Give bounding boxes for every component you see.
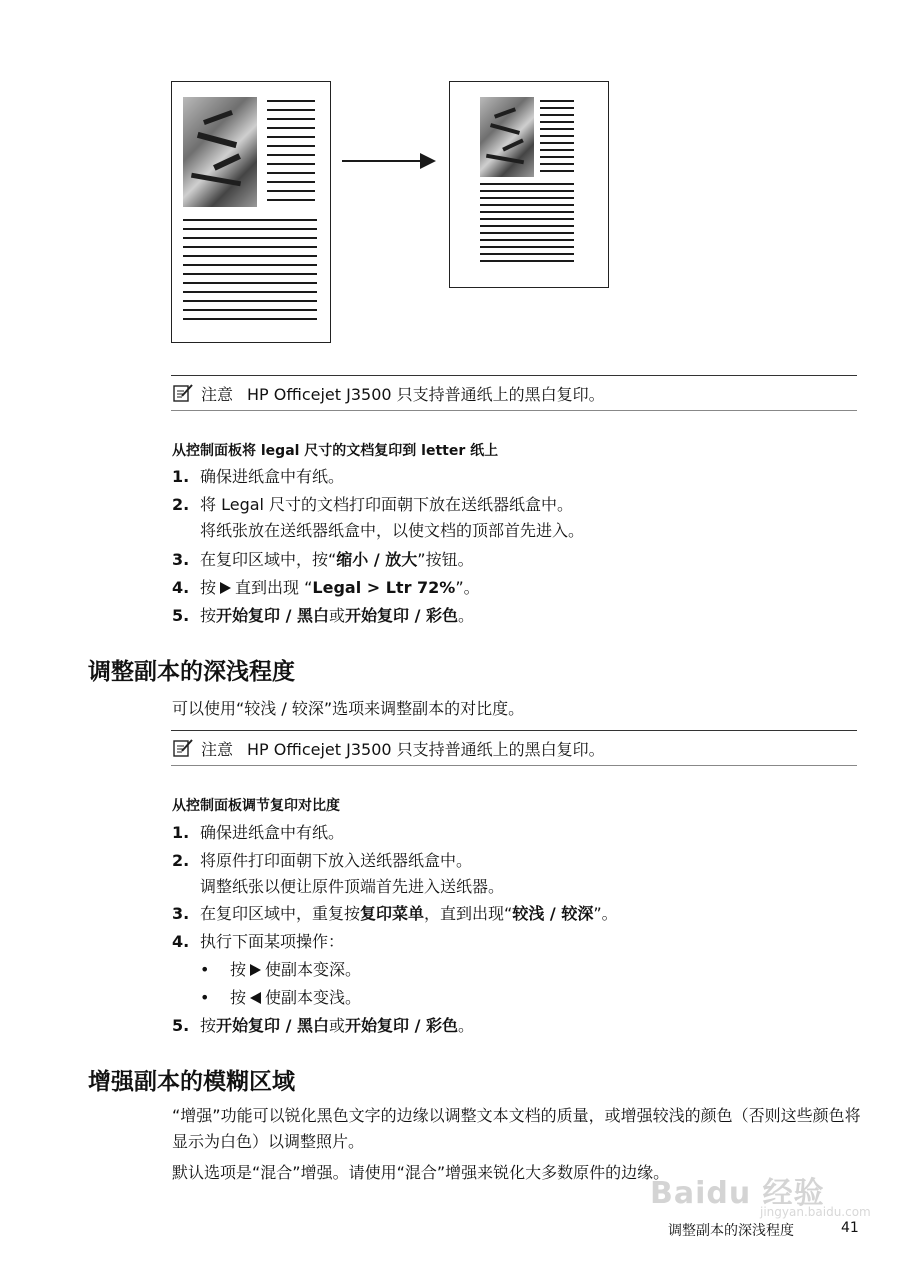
contrast-step-2: 2. 将原件打印面朝下放入送纸器纸盒中。	[172, 851, 473, 870]
note-label: 注意	[201, 739, 234, 759]
note-box	[171, 375, 857, 411]
enhance-paragraph-2: 默认选项是“混合”增强。请使用“混合”增强来锐化大多数原件的边缘。	[172, 1163, 670, 1182]
contrast-intro: 可以使用“较浅 / 较深”选项来调整副本的对比度。	[172, 699, 525, 718]
subheading-legal-to-letter: 从控制面板将 legal 尺寸的文档复印到 letter 纸上	[172, 443, 499, 459]
legal-step-3: 3. 在复印区域中，按“缩小 / 放大”按钮。	[172, 550, 474, 569]
enhance-paragraph-1: “增强”功能可以锐化黑色文字的边缘以调整文本文档的质量，或增强较浅的颜色（否则这些颜色将显示为白色）以调整照片。	[172, 1106, 861, 1151]
arrow-right-icon	[420, 153, 436, 169]
heading-enhance-blurry-areas: 增强副本的模糊区域	[88, 1069, 295, 1095]
heading-adjust-contrast: 调整副本的深浅程度	[88, 659, 295, 685]
note-text: HP Officejet J3500 只支持普通纸上的黑白复印。	[247, 384, 605, 404]
note-text: HP Officejet J3500 只支持普通纸上的黑白复印。	[247, 739, 605, 759]
page-number: 41	[841, 1220, 859, 1236]
baidu-watermark-url: jingyan.baidu.com	[760, 1205, 871, 1219]
contrast-bullet-lighter: • 按 使副本变浅。	[200, 988, 362, 1007]
note-pencil-icon	[173, 383, 195, 403]
contrast-step-5: 5. 按开始复印 / 黑白或开始复印 / 彩色。	[172, 1016, 475, 1035]
original-legal-page-illustration	[171, 81, 331, 343]
contrast-step-4: 4. 执行下面某项操作：	[172, 932, 345, 951]
contrast-bullet-darker: • 按 使副本变深。	[200, 960, 362, 979]
contrast-step-3: 3. 在复印区域中，重复按复印菜单，直到出现“较浅 / 较深”。	[172, 904, 618, 923]
legal-step-1: 1. 确保进纸盒中有纸。	[172, 467, 345, 486]
arrow-shaft	[342, 160, 422, 162]
subheading-contrast-procedure: 从控制面板调节复印对比度	[172, 798, 340, 814]
tiger-photo-small	[480, 97, 534, 177]
contrast-step-2-continued: 调整纸张以便让原件顶端首先进入送纸器。	[200, 877, 505, 896]
legal-step-2-continued: 将纸张放在送纸器纸盒中，以使文档的顶部首先进入。	[200, 521, 585, 540]
note-box-2	[171, 730, 857, 766]
legal-step-5: 5. 按开始复印 / 黑白或开始复印 / 彩色。	[172, 606, 475, 625]
reduced-letter-page-illustration	[449, 81, 609, 288]
legal-step-4: 4. 按 直到出现 “Legal > Ltr 72%”。	[172, 578, 480, 597]
footer-section-title: 调整副本的深浅程度	[668, 1223, 794, 1239]
note-pencil-icon	[173, 738, 195, 758]
baidu-watermark: Baidu 经验	[650, 1176, 825, 1211]
legal-step-2: 2. 将 Legal 尺寸的文档打印面朝下放在送纸器纸盒中。	[172, 495, 574, 514]
tiger-photo	[183, 97, 257, 207]
contrast-step-1: 1. 确保进纸盒中有纸。	[172, 823, 345, 842]
left-arrow-button-icon	[250, 992, 261, 1004]
right-arrow-button-icon	[220, 582, 231, 594]
right-arrow-button-icon	[250, 964, 261, 976]
note-label: 注意	[201, 384, 234, 404]
